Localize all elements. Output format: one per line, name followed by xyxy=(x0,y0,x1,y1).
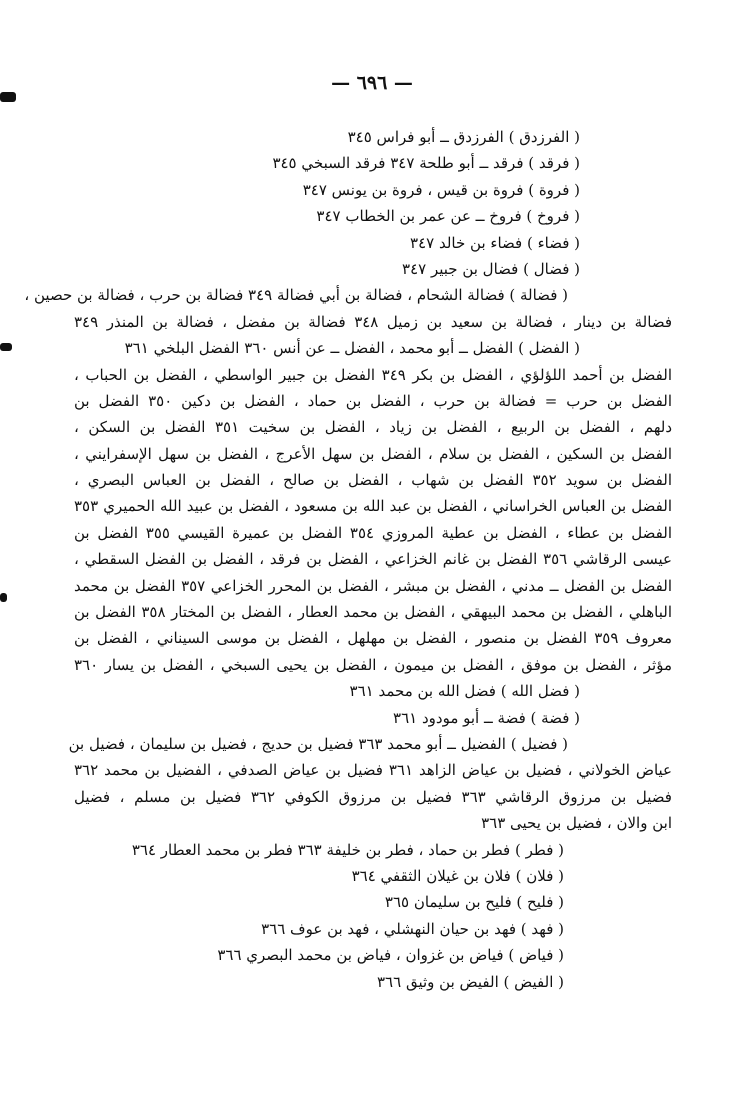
index-line: الفضل بن عطاء ، الفضل بن عطية المروزي ٣٥٤ الفضل بن عميرة القيسي ٣٥٥ الفضل بن xyxy=(74,523,672,542)
index-line: مؤثر ، الفضل بن موفق ، الفضل بن ميمون ، الفضل بن يحيى السبخي ، الفضل بن يسار ٣٦٠ xyxy=(74,655,672,674)
index-line: الفضل بن الفضل ــ مدني ، الفضل بن مبشر ، الفضل بن المحرر الخزاعي ٣٥٧ الفضل بن محمد xyxy=(74,576,673,595)
index-line: ( الفضل ) الفضل ــ أبو محمد ، الفضل ــ عن أنس ٣٦٠ الفضل البلخي ٣٦١ xyxy=(124,339,580,358)
index-line: ( فروخ ) فروخ ــ عن عمر بن الخطاب ٣٤٧ xyxy=(316,207,580,226)
index-line: الفضل بن سويد ٣٥٢ الفضل بن شهاب ، الفضل بن صالح ، الفضل بن العباس البصري ، xyxy=(74,471,672,490)
binding-mark xyxy=(0,593,7,602)
index-line: عياض الخولاني ، فضيل بن عياض الزاهد ٣٦١ فضيل بن عياض الصدفي ، الفضيل بن محمد ٣٦٢ xyxy=(74,761,672,780)
index-line: الفضل بن العباس الخراساني ، الفضل بن عبد الله بن مسعود ، الفضل بن عبيد الله الحميري ٣٥٣ xyxy=(74,497,672,516)
index-line: ( فضة ) فضة ــ أبو مودود ٣٦١ xyxy=(393,708,580,727)
index-line: ( فلان ) فلان بن غيلان الثقفي ٣٦٤ xyxy=(351,866,564,885)
index-line: عيسى الرقاشي ٣٥٦ الفضل بن غانم الخزاعي ، الفضل بن فرقد ، الفضل بن الفضل السقطي ، xyxy=(74,550,672,569)
index-line: دلهم ، الفضل بن الربيع ، الفضل بن زياد ، الفضل بن سخيت ٣٥١ الفضل بن السكن ، xyxy=(74,418,673,437)
index-line: ( الفيض ) الفيض بن وثيق ٣٦٦ xyxy=(377,972,564,991)
index-line: ابن والان ، فضيل بن يحيى ٣٦٣ xyxy=(481,814,672,833)
index-line: الفضل بن أحمد اللؤلؤي ، الفضل بن بكر ٣٤٩ الفضل بن جبير الواسطي ، الفضل بن الحباب ، xyxy=(74,365,672,384)
index-line: الفضل بن السكين ، الفضل بن سلام ، الفضل بن سهل الأعرج ، الفضل بن سهل الإسفرايني ، xyxy=(74,444,672,463)
index-line: ( فهد ) فهد بن حيان النهشلي ، فهد بن عوف ٣٦٦ xyxy=(261,919,564,938)
binding-mark xyxy=(0,343,12,351)
index-line: الفضل بن حرب = فضالة بن حرب ، الفضل بن حماد ، الفضل بن دكين ٣٥٠ الفضل بن xyxy=(74,391,672,410)
index-line: ( فليح ) فليح بن سليمان ٣٦٥ xyxy=(384,893,564,912)
index-line: ( فياض ) فياض بن غزوان ، فياض بن محمد البصري ٣٦٦ xyxy=(217,946,564,965)
index-line: فضالة بن دينار ، فضالة بن سعيد بن زميل ٣٤٨ فضالة بن مفضل ، فضالة بن المنذر ٣٤٩ xyxy=(74,312,673,331)
index-entries xyxy=(24,124,673,995)
index-line: ( فضاء ) فضاء بن خالد ٣٤٧ xyxy=(410,233,580,252)
index-line: ( فضالة ) فضالة الشحام ، فضالة بن أبي فضالة ٣٤٩ فضالة بن حرب ، فضالة بن حصين ، xyxy=(24,286,568,305)
index-line: ( الفرزدق ) الفرزدق ــ أبو فراس ٣٤٥ xyxy=(347,128,580,146)
index-line: ( فطر ) فطر بن حماد ، فطر بن خليفة ٣٦٣ فطر بن محمد العطار ٣٦٤ xyxy=(131,840,564,859)
index-line: ( فرقد ) فرقد ــ أبو طلحة ٣٤٧ فرقد السبخي ٣٤٥ xyxy=(272,154,580,173)
index-line: معروف ٣٥٩ الفضل بن منصور ، الفضل بن مهلهل ، الفضل بن موسى السيناني ، الفضل بن xyxy=(74,629,672,648)
index-line: الباهلي ، الفضل بن محمد البيهقي ، الفضل بن محمد العطار ، الفضل بن المختار ٣٥٨ الفضل بن xyxy=(74,603,672,622)
index-line: ( فضل الله ) فضل الله بن محمد ٣٦١ xyxy=(349,682,580,701)
index-line: ( فضيل ) الفضيل ــ أبو محمد ٣٦٣ فضيل بن حديج ، فضيل بن سليمان ، فضيل بن xyxy=(68,734,568,753)
index-line: ( فضال ) فضال بن جبير ٣٤٧ xyxy=(402,259,580,278)
index-line: ( فروة ) فروة بن قيس ، فروة بن يونس ٣٤٧ xyxy=(302,180,580,199)
page-number: — ٦٩٦ — xyxy=(331,72,413,94)
index-line: فضيل بن مرزوق الرقاشي ٣٦٣ فضيل بن مرزوق الكوفي ٣٦٢ فضيل بن مسلم ، فضيل xyxy=(74,787,672,806)
